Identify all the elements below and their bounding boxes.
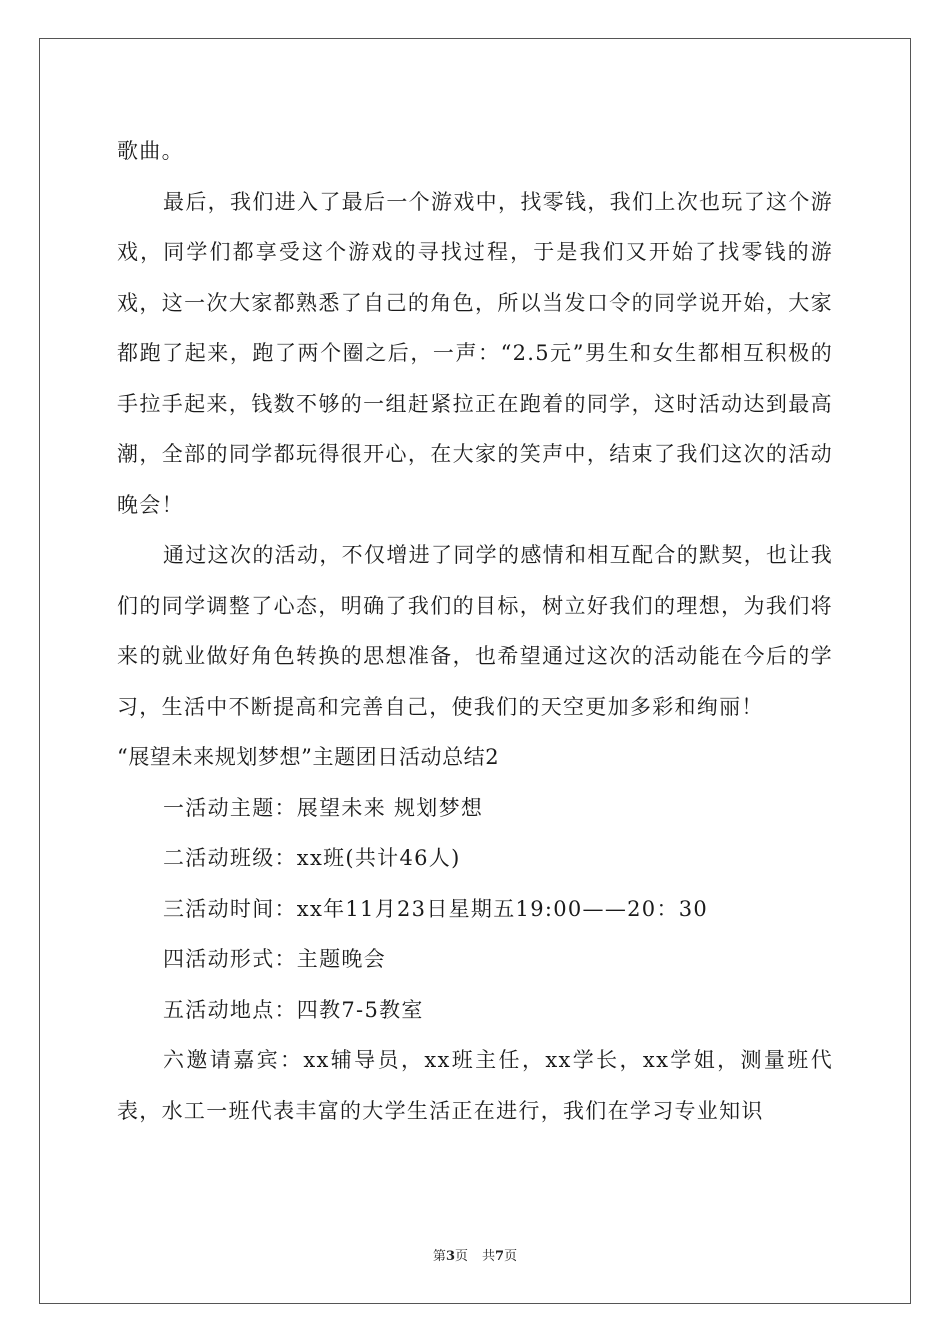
item-activity-form: 四活动形式：主题晚会 — [163, 947, 386, 971]
item-activity-theme: 一活动主题：展望未来 规划梦想 — [163, 795, 484, 820]
item-activity-class: 二活动班级：xx班(共计46人) — [163, 846, 461, 870]
total-pages: 共7页 — [482, 1249, 518, 1264]
section-title: “展望未来规划梦想”主题团日活动总结2 — [117, 745, 500, 769]
paragraph-find-change-game: 最后，我们进入了最后一个游戏中，找零钱，我们上次也玩了这个游戏，同学们都享受这个游戏的寻找过程，于是我们又开始了找零钱的游戏，这一次大家都熟悉了自己的角色，所以当发口令的同学说开始，大家都跑了起来，跑了两个圈之后，一声：“2.5元”男生和女生都相互积极的手拉手起来，钱数不够的一组赶紧拉正在跑着的同学，这时活动达到最高潮，全部的同学都玩得很开心，在大家的笑声中，结束了我们这次的活动晚会！ — [117, 189, 833, 517]
document-body — [117, 126, 833, 1136]
paragraph-song-end: 歌曲。 — [117, 139, 184, 163]
page-footer — [0, 1248, 950, 1266]
page-number: 第3页 — [432, 1249, 468, 1264]
item-activity-time: 三活动时间：xx年11月23日星期五19:00——20：30 — [163, 896, 709, 921]
item-invited-guests: 六邀请嘉宾：xx辅导员，xx班主任，xx学长，xx学姐，测量班代表，水工一班代表丰富的大学生活正在进行，我们在学习专业知识 — [117, 1048, 833, 1123]
paragraph-activity-summary: 通过这次的活动，不仅增进了同学的感情和相互配合的默契，也让我们的同学调整了心态，明确了我们的目标，树立好我们的理想，为我们将来的就业做好角色转换的思想准备，也希望通过这次的活动能在今后的学习，生活中不断提高和完善自己，使我们的天空更加多彩和绚丽！ — [117, 543, 833, 719]
item-activity-location: 五活动地点：四教7-5教室 — [163, 997, 424, 1022]
